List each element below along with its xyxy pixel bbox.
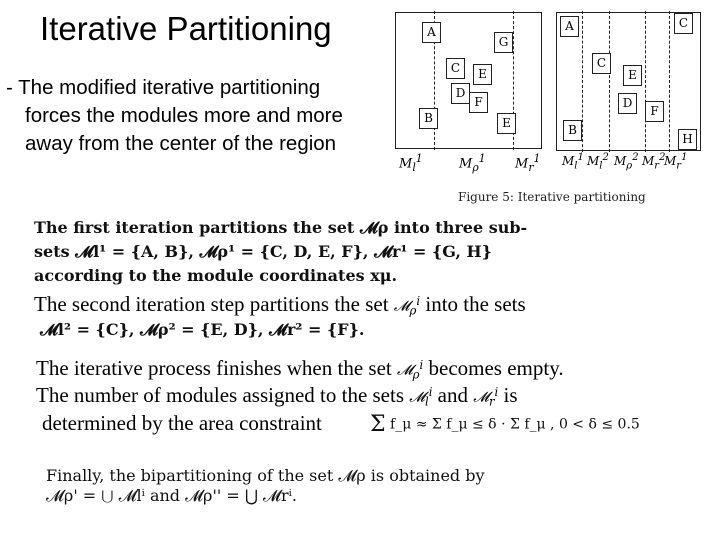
figure-right-panel — [556, 12, 701, 151]
number-text — [36, 383, 518, 409]
dashed-divider — [582, 11, 583, 152]
area-constraint-formula: Σ f_μ ≈ Σ f_μ ≤ δ · Σ f_μ , 0 < δ ≤ 0.5 — [370, 412, 640, 437]
module-box: B — [419, 108, 438, 129]
dashed-divider — [645, 11, 646, 152]
second-iteration-sets: 𝓜l² = {C}, 𝓜ρ² = {E, D}, 𝓜r² = {F}. — [40, 320, 365, 339]
axis-label: $M_l^2$ — [587, 152, 609, 172]
finally-line-2: 𝓜ρ' = ⋃ 𝓜lⁱ and 𝓜ρ'' = ⋃ 𝓜rⁱ. — [46, 486, 297, 505]
axis-label: $M_\rho^2$ — [614, 152, 639, 172]
module-box: E — [473, 64, 492, 85]
module-box: E — [497, 113, 516, 134]
set-symbol: 𝓜$_\rho^i$ — [393, 294, 421, 318]
determined-text: determined by the area constraint — [42, 411, 322, 435]
bullet-text — [6, 74, 366, 158]
axis-label: $M_\rho^1$ — [459, 152, 486, 174]
module-box: A — [422, 22, 441, 43]
first-iteration-line-3: according to the module coordinates xμ. — [34, 266, 398, 285]
axis-label: $M_r^1$ — [664, 152, 688, 172]
axis-label: $M_l^1$ — [562, 152, 584, 172]
module-box: H — [678, 129, 697, 150]
second-iteration-suffix: into the sets — [425, 292, 526, 316]
module-box: A — [560, 16, 579, 37]
module-box: G — [494, 32, 513, 53]
dashed-divider — [609, 11, 610, 152]
figure-caption: Figure 5: Iterative partitioning — [458, 190, 646, 204]
module-box: D — [451, 83, 470, 104]
finally-line-1: Finally, the bipartitioning of the set 𝓜ρ is obtained by — [46, 466, 485, 485]
module-box: F — [469, 92, 488, 113]
number-is: is — [503, 383, 518, 407]
bullet-line-1: - The modified iterative partitioning — [6, 76, 321, 99]
first-iteration-line-1: The first iteration partitions the set 𝓜ρ into three sub- — [34, 218, 528, 237]
figure-left-panel — [395, 12, 542, 149]
finish-suffix: becomes empty. — [428, 356, 564, 380]
axis-label: $M_l^1$ — [399, 152, 423, 174]
module-box: F — [645, 101, 664, 122]
first-iteration-line-2: sets 𝓜l¹ = {A, B}, 𝓜ρ¹ = {C, D, E, F}, 𝓜r¹ = {G, H} — [34, 242, 492, 261]
sum-symbol: Σ — [370, 412, 386, 437]
bullet-line-2: forces the modules more and more — [25, 104, 343, 127]
module-box: C — [674, 13, 693, 34]
module-box: D — [618, 93, 637, 114]
finish-text — [36, 356, 564, 382]
number-and: and — [437, 383, 468, 407]
bullet-line-3: away from the center of the region — [25, 132, 337, 155]
dashed-divider — [669, 11, 670, 152]
module-box: C — [592, 53, 611, 74]
set-symbol: 𝓜$_l^i$ — [409, 385, 433, 409]
set-symbol: 𝓜$_\rho^i$ — [396, 358, 424, 382]
number-prefix: The number of modules assigned to the sets — [36, 383, 405, 407]
module-box: C — [446, 58, 465, 79]
finish-prefix: The iterative process finishes when the set — [36, 356, 392, 380]
set-symbol: 𝓜$_r^i$ — [473, 385, 499, 409]
module-box: E — [623, 65, 642, 86]
module-box: B — [563, 120, 582, 141]
slide-title: Iterative Partitioning — [40, 10, 332, 47]
axis-label: $M_r^1$ — [515, 152, 541, 174]
second-iteration-prefix: The second iteration step partitions the set — [34, 292, 389, 316]
second-iteration-text — [34, 292, 526, 318]
axis-label: $M_r^2$ — [642, 152, 666, 172]
